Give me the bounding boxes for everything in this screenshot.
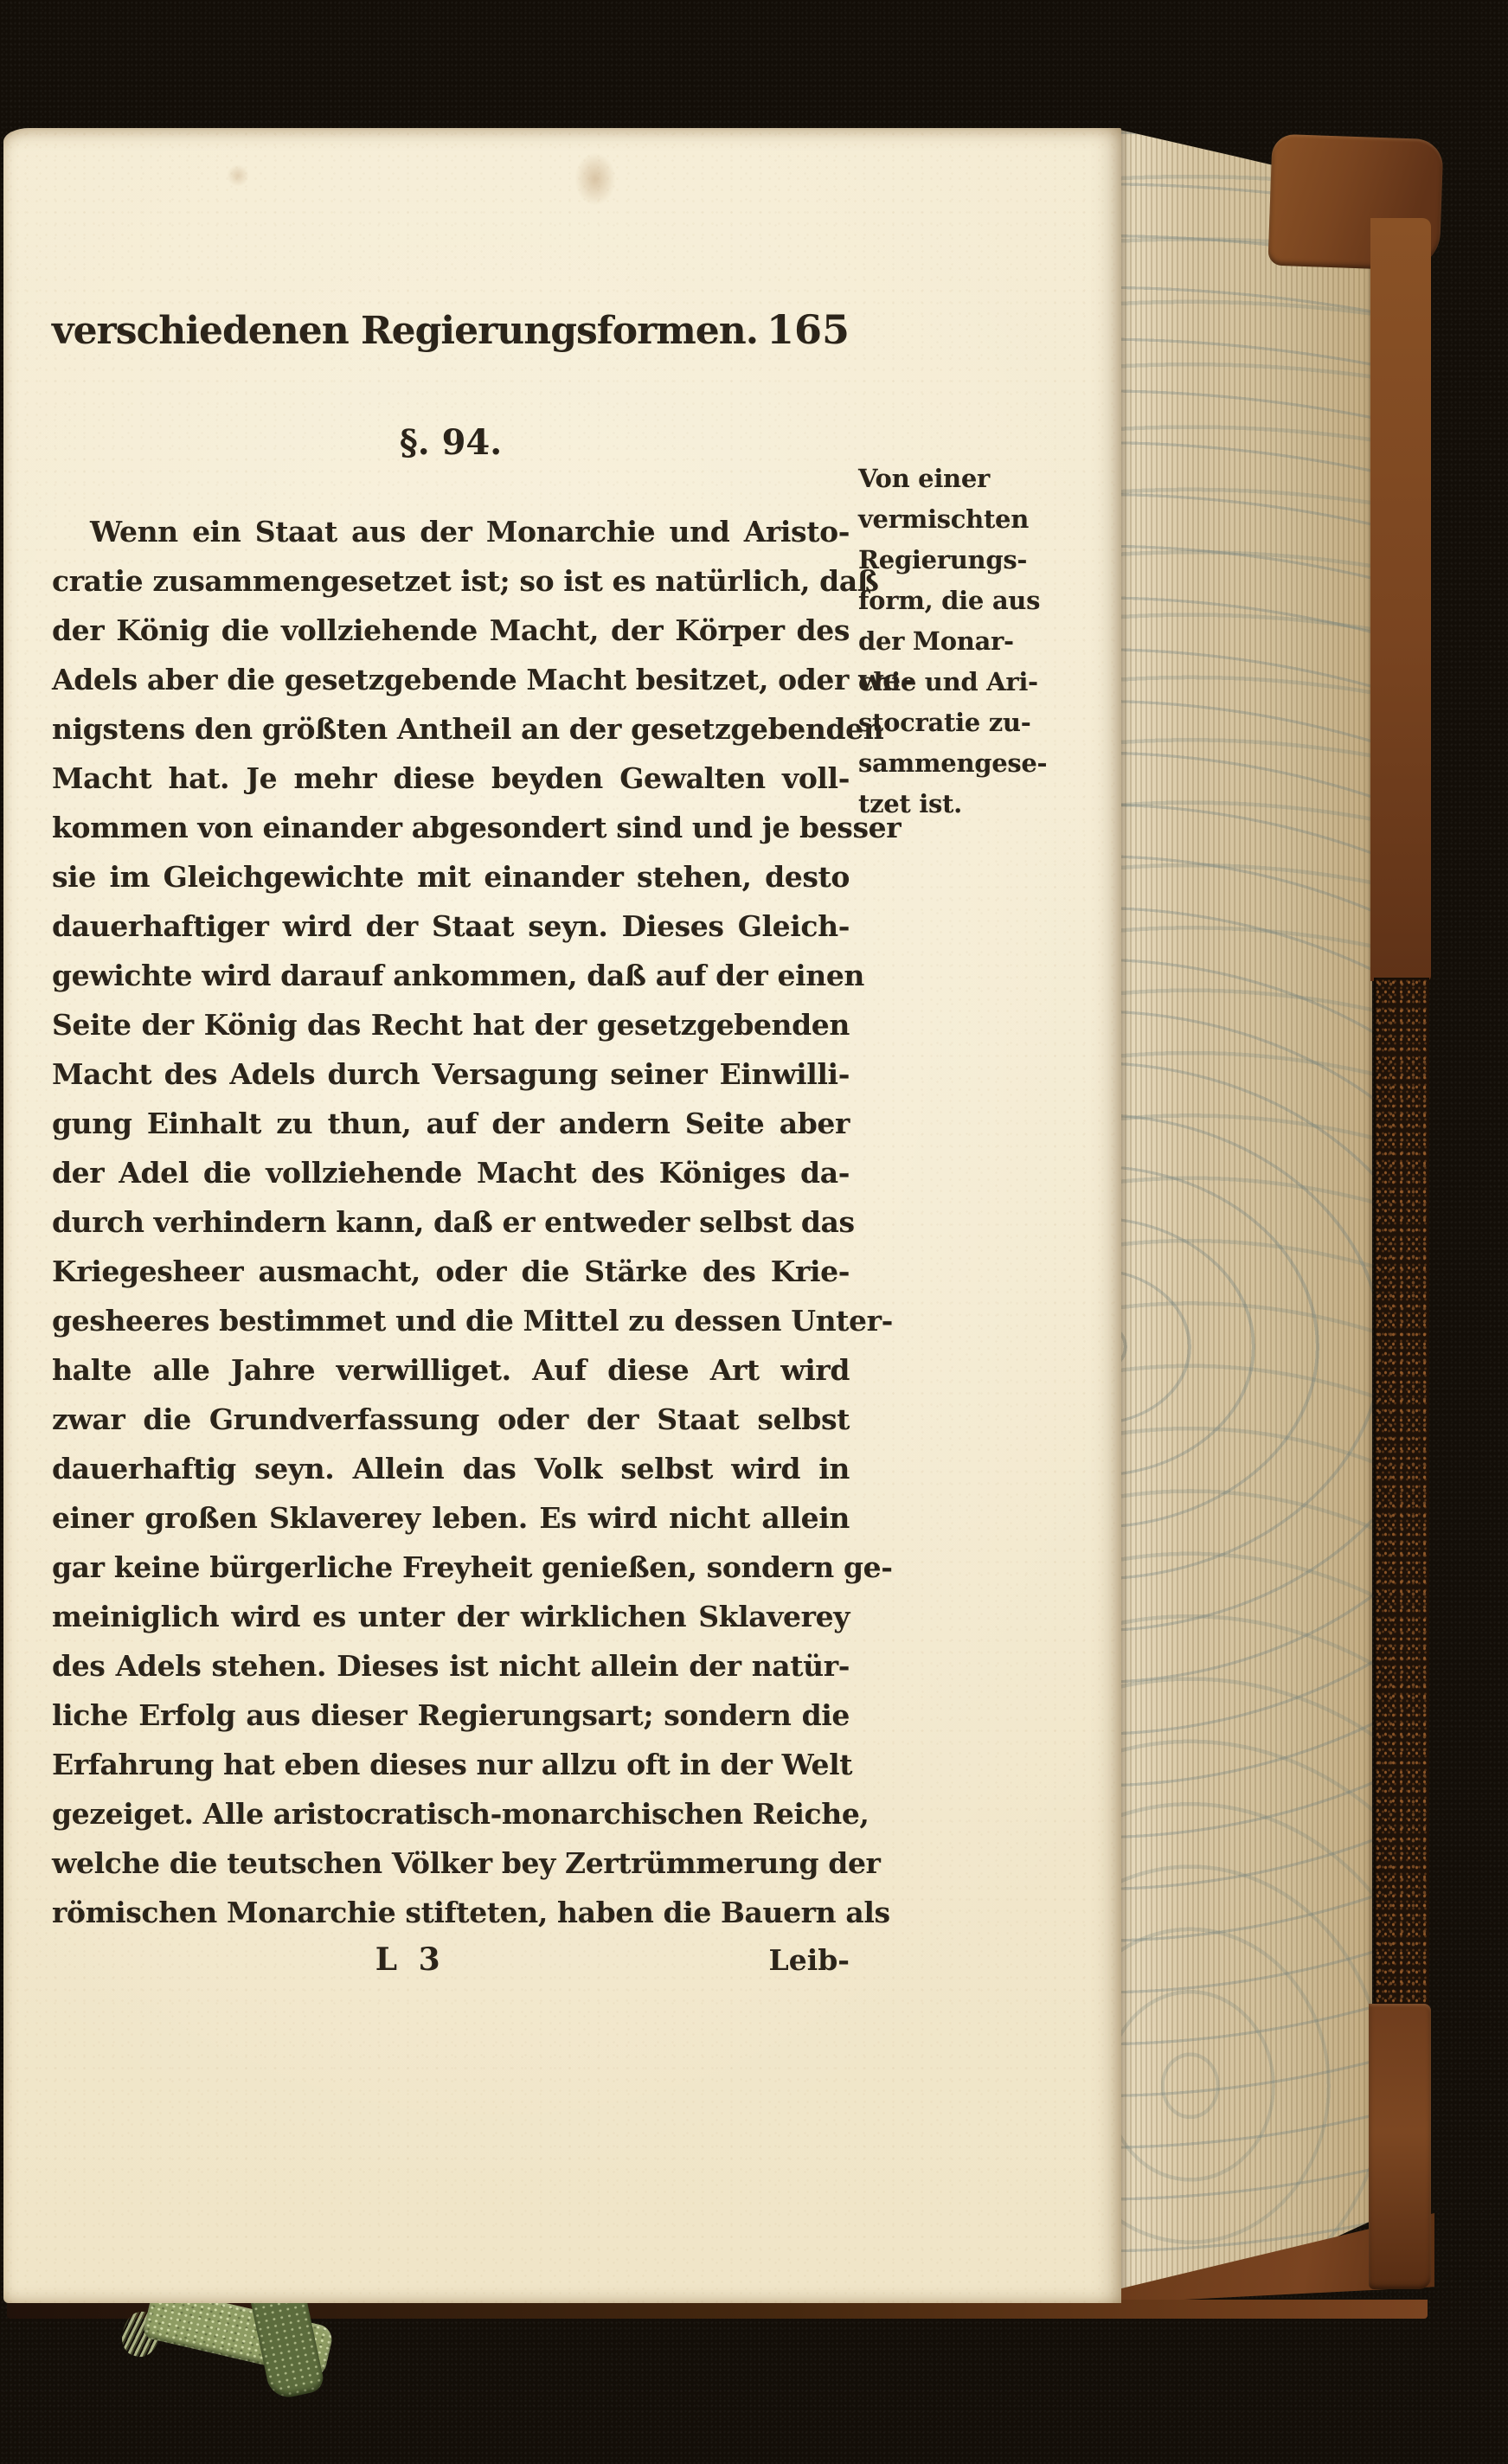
catchword: Leib- xyxy=(768,1943,850,1977)
margin-note-line: Von einer xyxy=(858,464,990,493)
running-head xyxy=(52,306,850,353)
body-text-line: meiniglich wird es unter der wirklichen Sklaverey xyxy=(52,1600,850,1633)
section-heading: §. 94. xyxy=(399,422,503,463)
body-text-line: Kriegesheer ausmacht, oder die Stärke des Krie- xyxy=(52,1254,850,1288)
body-text xyxy=(52,507,912,1937)
body-text-line: gezeiget. Alle aristocratisch-monarchischen Reiche, xyxy=(52,1797,870,1831)
body-text-line: gesheeres bestimmet und die Mittel zu dessen Unter- xyxy=(52,1304,893,1338)
signature-line xyxy=(52,1941,850,1978)
body-text-line: kommen von einander abgesondert sind und je besser xyxy=(52,811,902,844)
body-text-line: durch verhindern kann, daß er entweder selbst das xyxy=(52,1205,855,1239)
body-text-line: Wenn ein Staat aus der Monarchie und Aristo- xyxy=(90,515,850,549)
margin-note-line: form, die aus xyxy=(858,586,1041,615)
body-text-line: gar keine bürgerliche Freyheit genießen, sondern ge- xyxy=(52,1550,893,1584)
page-number: 165 xyxy=(766,306,850,353)
body-text-line: gewichte wird darauf ankommen, daß auf der einen xyxy=(52,959,865,992)
margin-note xyxy=(858,459,1085,825)
body-text-line: der Adel die vollziehende Macht des Königes da- xyxy=(52,1156,850,1190)
body-text-line: nigstens den größten Antheil an der gesetzgebenden xyxy=(52,712,884,746)
margin-note-line: chie und Ari- xyxy=(858,667,1038,696)
margin-note-line: stocratie zu- xyxy=(858,708,1031,737)
body-text-line: Erfahrung hat eben dieses nur allzu oft in der Welt xyxy=(52,1748,853,1781)
body-text-line: sie im Gleichgewichte mit einander stehen, desto xyxy=(52,860,850,894)
signature-mark: L 3 xyxy=(375,1941,446,1978)
body-text-line: einer großen Sklaverey leben. Es wird nicht allein xyxy=(52,1501,850,1535)
body-text-line: halte alle Jahre verwilliget. Auf diese Art wird xyxy=(52,1353,850,1387)
body-text-line: der König die vollziehende Macht, der Körper des xyxy=(52,613,850,647)
body-text-line: römischen Monarchie stifteten, haben die Bauern als xyxy=(52,1896,890,1929)
leather-board-edge xyxy=(1370,218,1431,981)
margin-note-line: sammengese- xyxy=(858,748,1048,778)
body-text-line: welche die teutschen Völker bey Zertrümmerung der xyxy=(52,1846,881,1880)
book-page xyxy=(3,128,1121,2303)
book-fore-edge xyxy=(1120,130,1372,2303)
body-text-line: liche Erfolg aus dieser Regierungsart; sondern die xyxy=(52,1698,850,1732)
margin-note-line: Regierungs- xyxy=(858,545,1028,574)
body-text-line: gung Einhalt zu thun, auf der andern Seite aber xyxy=(52,1107,850,1140)
margin-note-line: tzet ist. xyxy=(858,789,962,818)
paper-stain xyxy=(227,164,249,187)
body-text-line: Adels aber die gesetzgebende Macht besitzet, oder we- xyxy=(52,663,912,696)
body-text-line: Macht hat. Je mehr diese beyden Gewalten voll- xyxy=(52,761,850,795)
body-text-line: dauerhaftig seyn. Allein das Volk selbst wird in xyxy=(52,1452,850,1485)
marbled-board-edge xyxy=(1374,978,1429,2005)
body-text-line: Macht des Adels durch Versagung seiner Einwilli- xyxy=(52,1057,850,1091)
body-text-line: cratie zusammengesetzet ist; so ist es natürlich, daß xyxy=(52,564,879,598)
margin-note-line: vermischten xyxy=(858,504,1029,534)
paper-stain xyxy=(574,152,616,206)
body-text-line: Seite der König das Recht hat der gesetzgebenden xyxy=(52,1008,850,1042)
leather-board-edge-lower xyxy=(1369,2004,1431,2289)
body-text-line: des Adels stehen. Dieses ist nicht allein der natür- xyxy=(52,1649,850,1683)
body-text-line: zwar die Grundverfassung oder der Staat selbst xyxy=(52,1402,850,1436)
body-text-line: dauerhaftiger wird der Staat seyn. Dieses Gleich- xyxy=(52,909,850,943)
running-head-title: verschiedenen Regierungsformen. xyxy=(52,309,759,353)
margin-note-line: der Monar- xyxy=(858,626,1014,656)
